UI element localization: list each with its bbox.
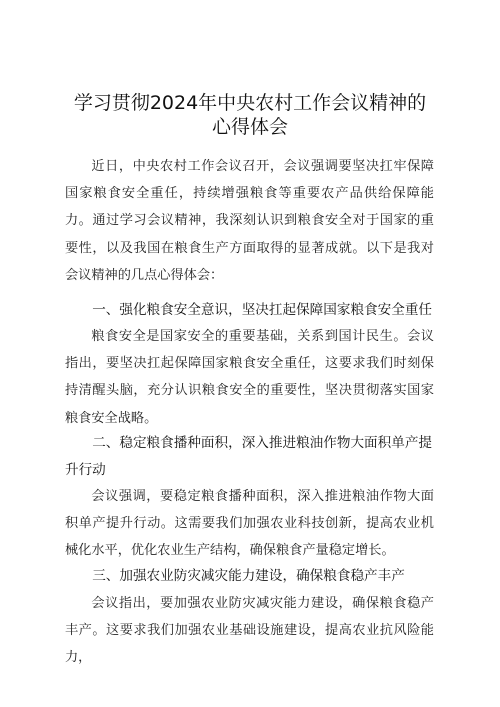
section-body-1: 粮食安全是国家安全的重要基础，关系到国计民生。会议指出，要坚决扛起保障国家粮食安全重任，这要求我们时刻保持清醒头脑，充分认识粮食安全的重要性，坚决贯彻落实国家粮食安全战略。 <box>65 329 434 426</box>
section-heading-3: 三、加强农业防灾减灾能力建设，确保粮食稳产丰产 <box>92 568 405 584</box>
section-heading-2: 二、稳定粮食播种面积，深入推进粮油作物大面积单产提升行动 <box>65 435 433 478</box>
section-heading-1: 一、强化粮食安全意识，坚决扛起保障国家粮食安全重任 <box>92 302 433 318</box>
section-body-2: 会议强调，要稳定粮食播种面积，深入推进粮油作物大面积单产提升行动。这需要我们加强农业科技创新，提高农业机械化水平，优化农业生产结构，确保粮食产量稳定增长。 <box>65 489 434 559</box>
intro-paragraph: 近日，中央农村工作会议召开，会议强调要坚决扛牢保障国家粮食安全重任，持续增强粮食等重要农产品供给保障能力。通过学习会议精神，我深刻认识到粮食安全对于国家的重要性，以及我国在粮食生产方面取得的显著成就。以下是我对会议精神的几点心得体会： <box>65 159 434 283</box>
page-title-line-1: 学习贯彻2024年中央农村工作会议精神的 <box>73 92 427 114</box>
section-body-3: 会议指出，要加强农业防灾减灾能力建设，确保粮食稳产丰产。这要求我们加强农业基础设施建设，提高农业抗风险能力， <box>65 596 434 666</box>
page-title-line-2: 心得体会 <box>211 116 288 138</box>
